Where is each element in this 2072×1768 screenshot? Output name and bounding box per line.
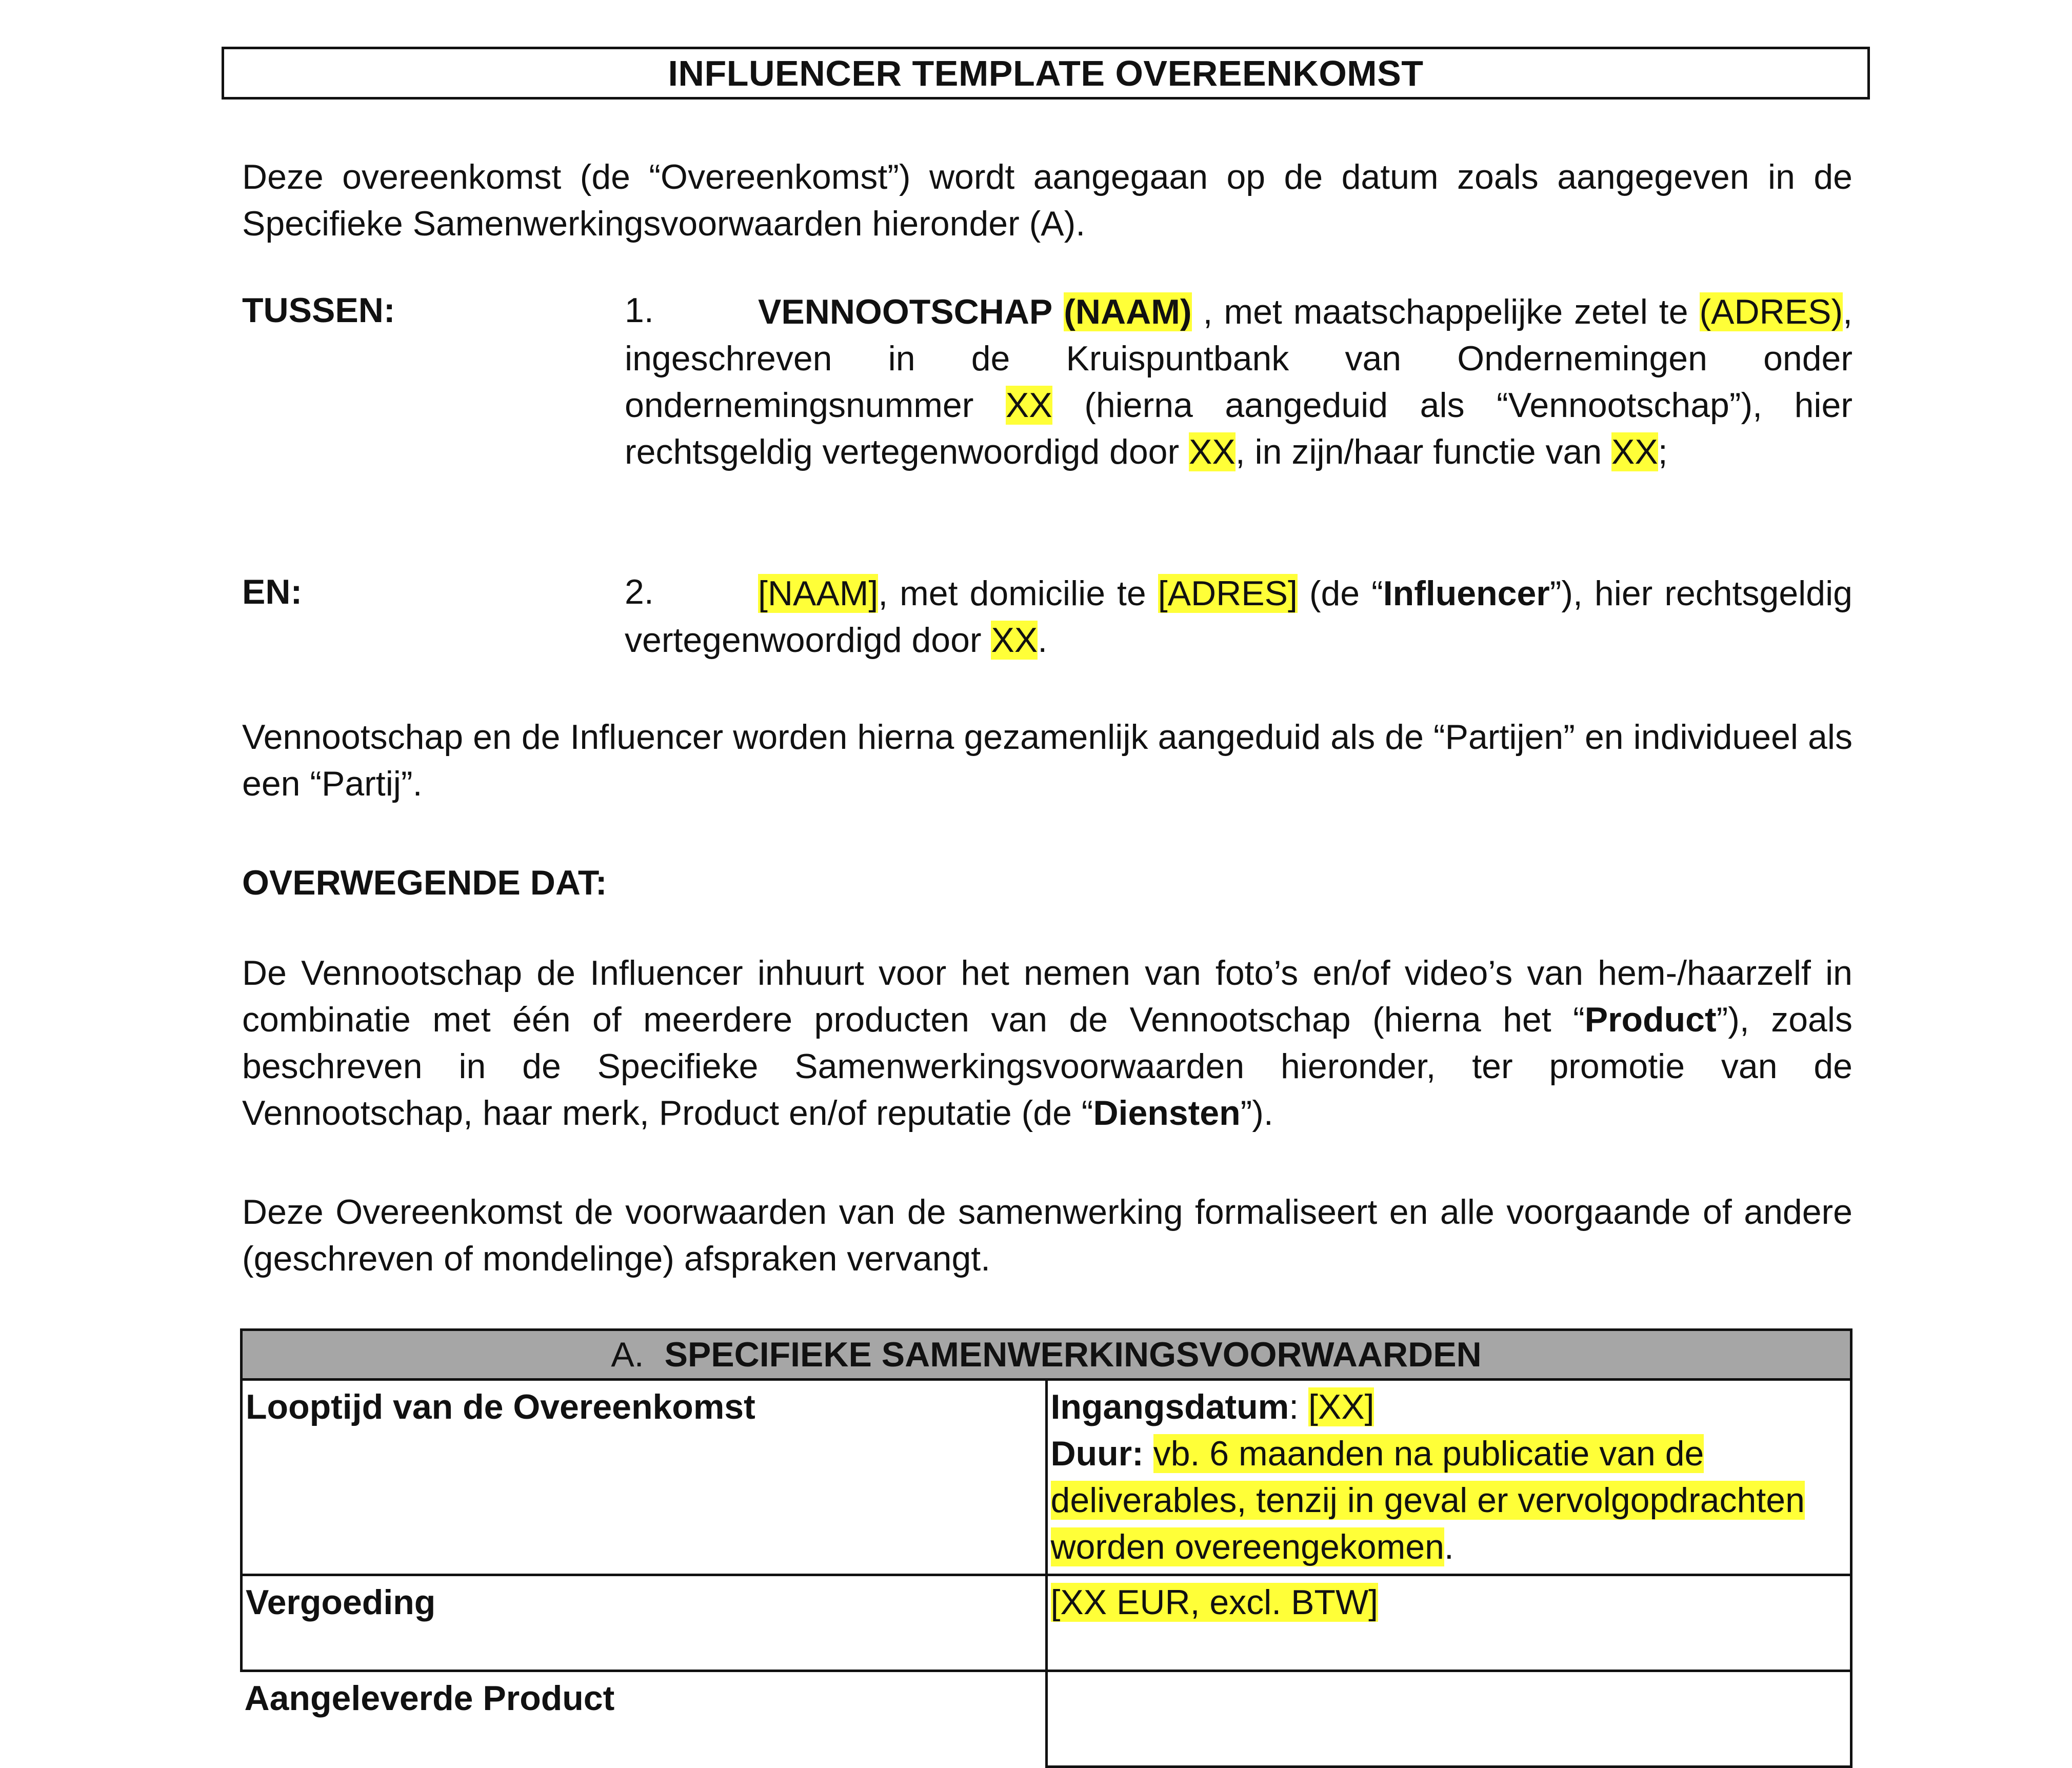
term-value-product [1046, 1671, 1851, 1767]
document-title [222, 47, 1870, 100]
text-domicile: , met domicilie te [878, 574, 1158, 613]
influencer-term: Influencer [1383, 574, 1550, 613]
whereas-heading: OVERWEGENDE DAT: [242, 863, 607, 902]
party-1-number: 1. [625, 291, 654, 330]
table-header-letter: A. [611, 1335, 644, 1374]
function-placeholder: XX [1611, 432, 1658, 471]
text-de-close: ”), hier rechtsgeldig vertegenwoordigd door [625, 574, 1852, 660]
party-2-number: 2. [625, 572, 654, 611]
party-1-end: ; [1658, 432, 1668, 471]
whereas-text-b: ”), zoals beschreven in de Specifieke Samenwerkingsvoorwaarden hieronder, ter promotie van de Vennootschap, haar merk, Product en/of reputatie (de “ [242, 1000, 1852, 1133]
influencer-representative-placeholder: XX [991, 621, 1038, 660]
services-term: Diensten [1093, 1094, 1241, 1133]
start-date-placeholder: [XX] [1308, 1387, 1374, 1426]
text-de-open: (de “ [1297, 574, 1383, 613]
whereas-paragraph-2: Deze Overeenkomst de voorwaarden van de samenwerking formaliseert en alle voorgaande of andere (geschreven of mondelinge) afspraken vervangt. [242, 1193, 1852, 1278]
table-header-cell [242, 1330, 1851, 1380]
table-header-row [242, 1330, 1851, 1380]
and-label: EN: [242, 572, 303, 611]
company-address-placeholder: (ADRES) [1699, 292, 1843, 331]
product-term: Product [1584, 1000, 1717, 1039]
parties-paragraph: Vennootschap en de Influencer worden hierna gezamenlijk aangeduid als de “Partijen” en individueel als een “Partij”. [242, 718, 1852, 803]
start-date-sep: : [1289, 1387, 1308, 1426]
table-row [242, 1671, 1851, 1767]
party-1-description [625, 289, 1852, 475]
table-row [242, 1575, 1851, 1671]
term-label-duration: Looptijd van de Overeenkomst [242, 1380, 1047, 1575]
fee-placeholder: [XX EUR, excl. BTW] [1050, 1583, 1379, 1622]
text-function: , in zijn/haar functie van [1235, 432, 1612, 471]
company-label: VENNOOTSCHAP [758, 292, 1053, 331]
company-representative-placeholder: XX [1189, 432, 1236, 471]
influencer-name-placeholder: [NAAM] [758, 574, 879, 613]
document-title-text: INFLUENCER TEMPLATE OVEREENKOMST [668, 53, 1424, 93]
company-name-placeholder: (NAAM) [1064, 292, 1192, 331]
start-date-label: Ingangsdatum [1050, 1387, 1289, 1426]
text-after-name: , met maatschappelijke zetel te [1191, 292, 1700, 331]
party-2-end: . [1038, 621, 1048, 660]
term-label-product: Aangeleverde Product [242, 1671, 1047, 1767]
duration-end: . [1444, 1527, 1454, 1566]
whereas-text-c: ”). [1240, 1094, 1273, 1133]
party-2-description [625, 570, 1852, 664]
intro-paragraph: Deze overeenkomst (de “Overeenkomst”) wordt aangegaan op de datum zoals aangegeven in de Specifieke Samenwerkingsvoorwaarden hieronder (A). [242, 157, 1852, 243]
duration-placeholder: vb. 6 maanden na publicatie van de deliverables, tenzij in geval er vervolgopdrachten worden overeengekomen [1050, 1434, 1805, 1566]
influencer-address-placeholder: [ADRES] [1158, 574, 1298, 613]
text-registered: , ingeschreven in de Kruispuntbank van Ondernemingen onder ondernemingsnummer [625, 292, 1852, 425]
whereas-paragraph-1 [242, 950, 1852, 1137]
table-header-title: SPECIFIEKE SAMENWERKINGSVOORWAARDEN [664, 1335, 1482, 1374]
term-label-fee: Vergoeding [242, 1575, 1047, 1671]
text-hereinafter: (hierna aangeduid als “Vennootschap”), hier rechtsgeldig vertegenwoordigd door [625, 386, 1852, 471]
specific-terms-table [240, 1328, 1852, 1768]
duration-label: Duur: [1050, 1434, 1144, 1473]
table-row [242, 1380, 1851, 1575]
between-label: TUSSEN: [242, 291, 395, 330]
whereas-text-a: De Vennootschap de Influencer inhuurt voor het nemen van foto’s en/of video’s van hem-/haarzelf in combinatie met één of meerdere producten van de Vennootschap (hierna het “ [242, 953, 1852, 1039]
term-value-duration [1046, 1380, 1851, 1575]
term-value-fee [1046, 1575, 1851, 1671]
enterprise-number-placeholder: XX [1005, 386, 1052, 425]
